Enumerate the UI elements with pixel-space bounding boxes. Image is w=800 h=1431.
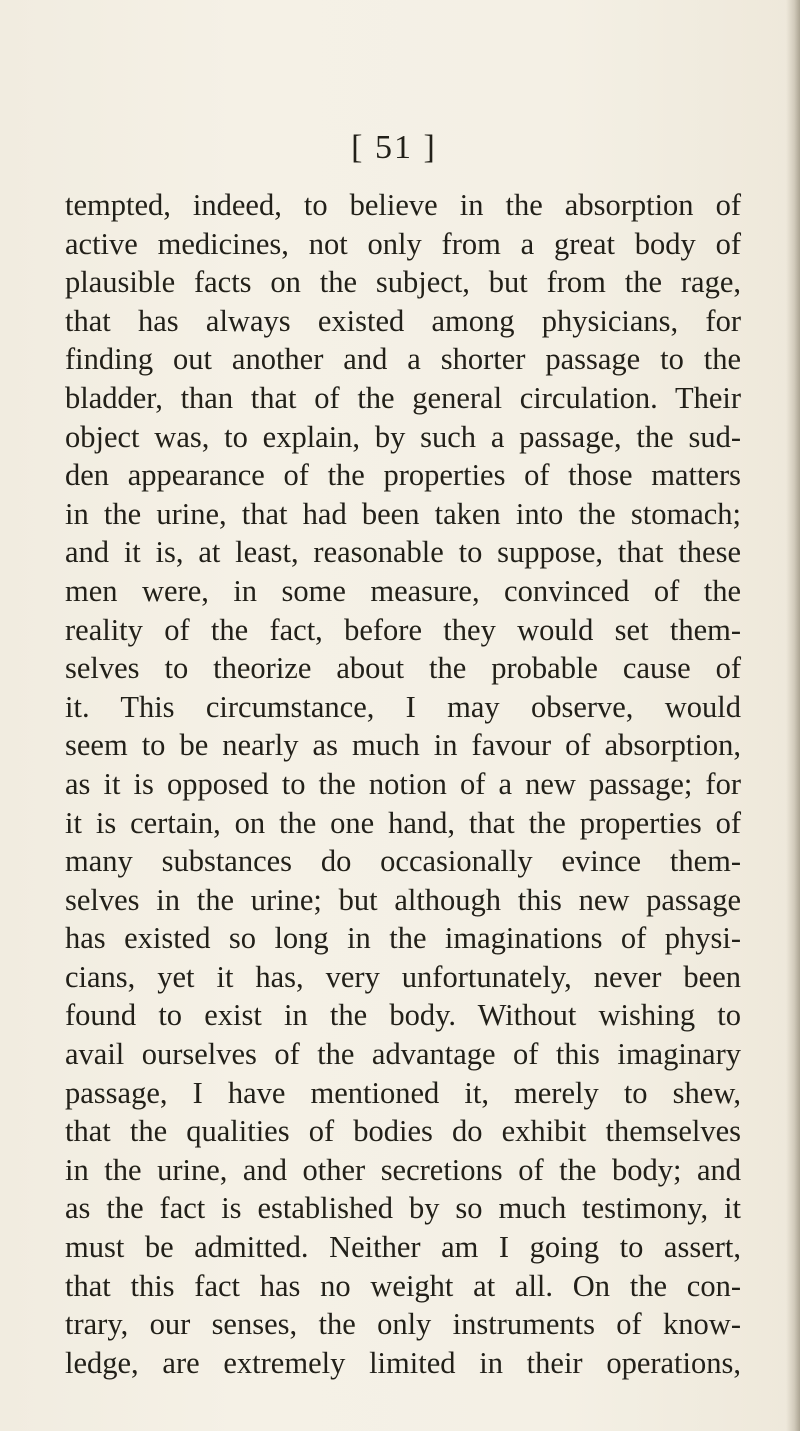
text-line: and it is, at least, reasonable to suppose, that these (65, 535, 741, 570)
text-line: bladder, than that of the general circulation. Their (65, 380, 741, 415)
text-line: it. This circumstance, I may observe, would (65, 689, 741, 724)
text-line: object was, to explain, by such a passage, the sud- (65, 419, 741, 454)
page-number: [ 51 ] (351, 129, 437, 166)
text-line: found to exist in the body. Without wishing to (65, 998, 741, 1033)
text-line: it is certain, on the one hand, that the properties of (65, 805, 741, 840)
text-line: active medicines, not only from a great body of (65, 226, 741, 261)
text-line: plausible facts on the subject, but from the rage, (65, 265, 741, 300)
text-line: seem to be nearly as much in favour of absorption, (65, 728, 741, 763)
text-line: avail ourselves of the advantage of this imaginary (65, 1037, 741, 1072)
text-line: that has always existed among physicians, for (65, 303, 741, 338)
text-line: in the urine, that had been taken into the stomach; (65, 496, 741, 531)
text-line: that the qualities of bodies do exhibit themselves (65, 1114, 741, 1149)
text-line: cians, yet it has, very unfortunately, never been (65, 959, 741, 994)
text-line: tempted, indeed, to believe in the absorption of (65, 188, 741, 222)
page-edge-shadow (786, 0, 800, 1431)
text-line: must be admitted. Neither am I going to assert, (65, 1230, 741, 1265)
text-line: as the fact is established by so much testimony, it (65, 1191, 741, 1226)
text-line: ledge, are extremely limited in their operations, (65, 1345, 741, 1380)
text-line: selves to theorize about the probable cause of (65, 651, 741, 686)
body-text (65, 186, 741, 1382)
text-line: den appearance of the properties of those matters (65, 458, 741, 493)
text-line: as it is opposed to the notion of a new passage; for (65, 766, 741, 801)
text-line: trary, our senses, the only instruments of know- (65, 1307, 741, 1342)
text-line: men were, in some measure, convinced of the (65, 573, 741, 608)
text-line: selves in the urine; but although this new passage (65, 882, 741, 917)
text-line: that this fact has no weight at all. On the con- (65, 1268, 741, 1303)
text-line: finding out another and a shorter passage to the (65, 342, 741, 377)
text-line: has existed so long in the imaginations of physi- (65, 921, 741, 956)
text-line: in the urine, and other secretions of the body; and (65, 1152, 741, 1187)
text-line: passage, I have mentioned it, merely to shew, (65, 1075, 741, 1110)
text-line: reality of the fact, before they would set them- (65, 612, 741, 647)
text-line: many substances do occasionally evince them- (65, 844, 741, 879)
